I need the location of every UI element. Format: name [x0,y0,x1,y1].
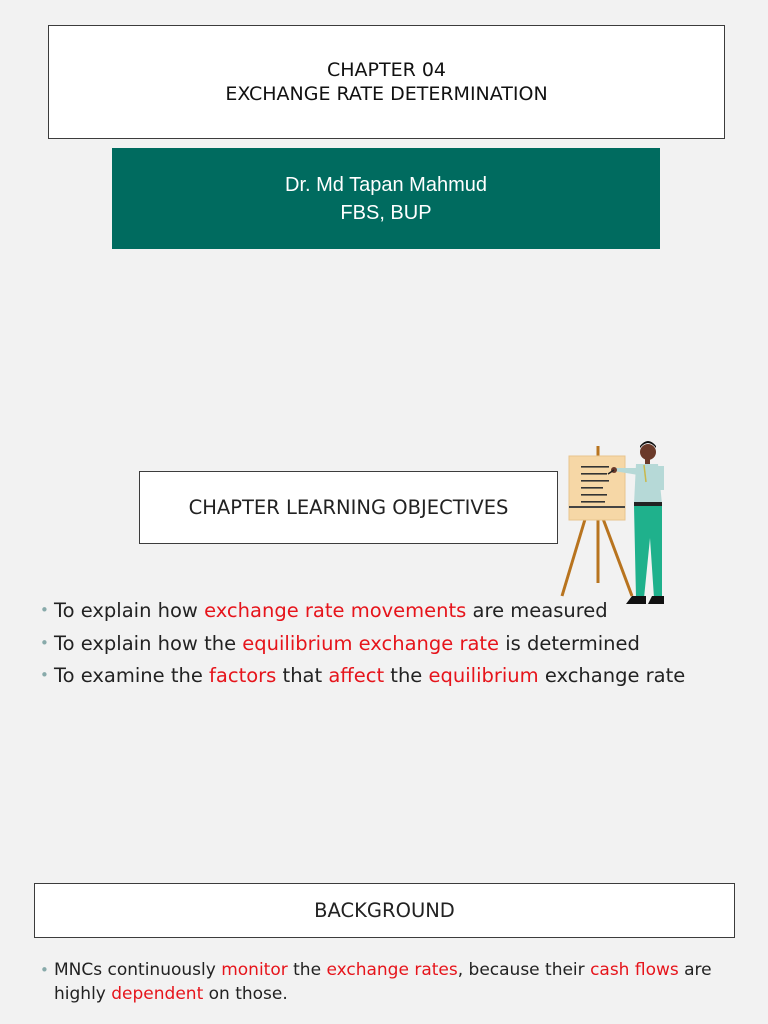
background-list [40,958,740,1006]
list-item [40,958,740,1006]
highlighted-term: cash flows [590,960,679,980]
bullet-text: is determined [499,631,640,655]
highlighted-term: dependent [111,984,204,1004]
bullet-text: are measured [466,599,608,622]
bullet-text: To explain how [54,599,205,622]
chapter-title-box [48,25,725,139]
author-banner [112,148,660,249]
bullet-text: To explain how the [54,631,243,655]
learning-objectives-list [40,598,720,696]
background-heading-box [34,883,735,938]
bullet-text: To examine the [54,664,210,687]
author-name: Dr. Md Tapan Mahmud [285,173,487,196]
learning-objectives-heading: CHAPTER LEARNING OBJECTIVES [188,496,509,519]
highlighted-term: factors [209,664,277,687]
bullet-text: are highly [54,960,712,1004]
highlighted-term: affect [328,664,385,687]
background-heading: BACKGROUND [314,899,455,922]
presenter-at-easel-icon [556,438,676,610]
list-item [40,663,720,688]
list-item [40,631,720,656]
chapter-title: EXCHANGE RATE DETERMINATION [225,83,548,105]
highlighted-term: exchange rate movements [204,599,467,622]
bullet-text: the [287,960,327,980]
bullet-text: , because their [457,960,591,980]
author-affiliation: FBS, BUP [340,201,432,224]
bullet-text: on those. [203,984,288,1004]
learning-objectives-heading-box [139,471,558,544]
highlighted-term: equilibrium [428,664,539,687]
bullet-text: exchange rate [538,664,686,687]
list-item [40,598,720,623]
chapter-number: CHAPTER 04 [326,59,447,81]
highlighted-term: monitor [221,960,288,980]
bullet-text: MNCs continuously [54,960,222,980]
bullet-text: that [276,664,329,687]
bullet-text: the [384,664,429,687]
highlighted-term: equilibrium exchange rate [242,631,500,655]
highlighted-term: exchange rates [326,960,458,980]
